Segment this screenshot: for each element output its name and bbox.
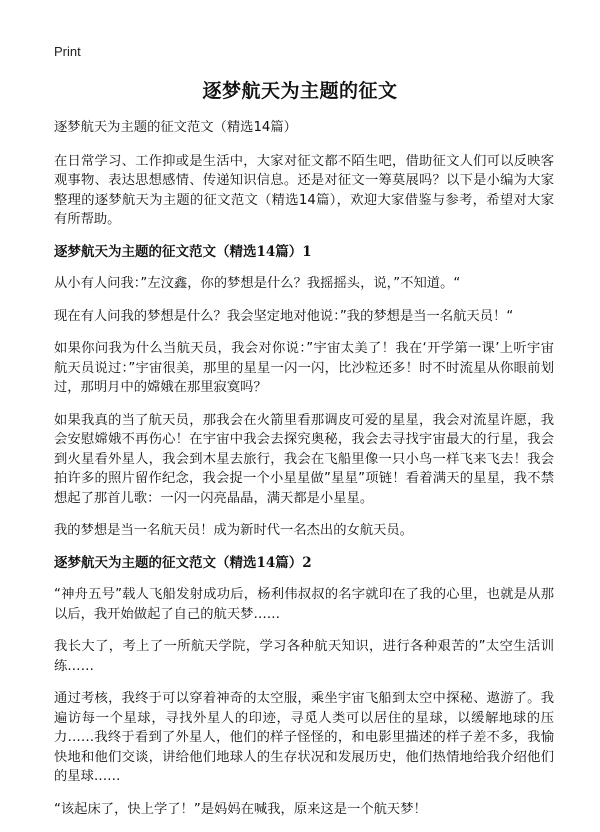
article-body (54, 118, 554, 832)
paragraph: 如果我真的当了航天员，那我会在火箭里看那调皮可爱的星星，我会对流星许愿，我会安慰嫦娥不再伤心！在宇宙中我会去探究奥秘，我会去寻找宇宙最大的行星，我会到火星看外星人，我会到木星去旅行，我会在飞船里像一只小鸟一样飞来飞去！我会拍许多的照片留作纪念，我会捉一个小星星做”星星”项链！看着满天的星星，我不禁想起了那首儿歌：一闪一闪亮晶晶，满天都是小星星。 (54, 412, 554, 506)
paragraph: “该起床了，快上学了！”是妈妈在喊我，原来这是一个航天梦！ (54, 801, 427, 817)
paragraph: 我的梦想是当一名航天员！成为新时代一名杰出的女航天员。 (54, 523, 414, 538)
paragraph: 现在有人问我的梦想是什么？我会坚定地对他说：”我的梦想是当一名航天员！“ (54, 308, 514, 324)
section-heading-2: 逐梦航天为主题的征文范文（精选14篇）2 (54, 554, 312, 571)
page-title: 逐梦航天为主题的征文 (202, 80, 398, 102)
article-subtitle: 逐梦航天为主题的征文范文（精选14篇） (54, 120, 297, 135)
paragraph: 通过考核，我终于可以穿着神奇的太空服，乘坐宇宙飞船到太空中探秘、遨游了。我遍访每一个星球，寻找外星人的印迹，寻觅人类可以居住的星球，以缓解地球的压力……我终于看到了外星人，他们的样子怪怪的，和电影里描述的样子差不多，我愉快地和他们交谈，讲给他们地球人的生存状况和发展历史，他们热情地给我介绍他们的星球…… (54, 691, 554, 784)
paragraph: 从小有人问我：”左汶鑫，你的梦想是什么？我摇摇头，说，”不知道。“ (54, 276, 461, 291)
section-heading-1: 逐梦航天为主题的征文范文（精选14篇）1 (54, 243, 312, 260)
paragraph: 我长大了，考上了一所航天学院，学习各种航天知识，进行各种艰苦的”太空生活训练…… (54, 639, 554, 674)
paragraph: 如果你问我为什么当航天员，我会对你说：”宇宙太美了！我在‘开学第一课’上听宇宙航天员说过：”宇宙很美，那里的星星一闪一闪，比沙粒还多！时不时流星从你眼前划过，那明月中的嫦娥在那里寂寞吗？ (54, 341, 554, 395)
intro-paragraph: 在日常学习、工作抑或是生活中，大家对征文都不陌生吧，借助征文人们可以反映客观事物、表达思想感情、传递知识信息。还是对征文一筹莫展吗？以下是小编为大家整理的逐梦航天为主题的征文范文（精选14篇），欢迎大家借鉴与参考，希望对大家有所帮助。 (54, 153, 554, 227)
print-link[interactable]: Print (54, 44, 81, 59)
paragraph: “神舟五号”载人飞船发射成功后，杨利伟叔叔的名字就印在了我的心里，也就是从那以后，我开始做起了自己的航天梦…… (54, 587, 554, 622)
